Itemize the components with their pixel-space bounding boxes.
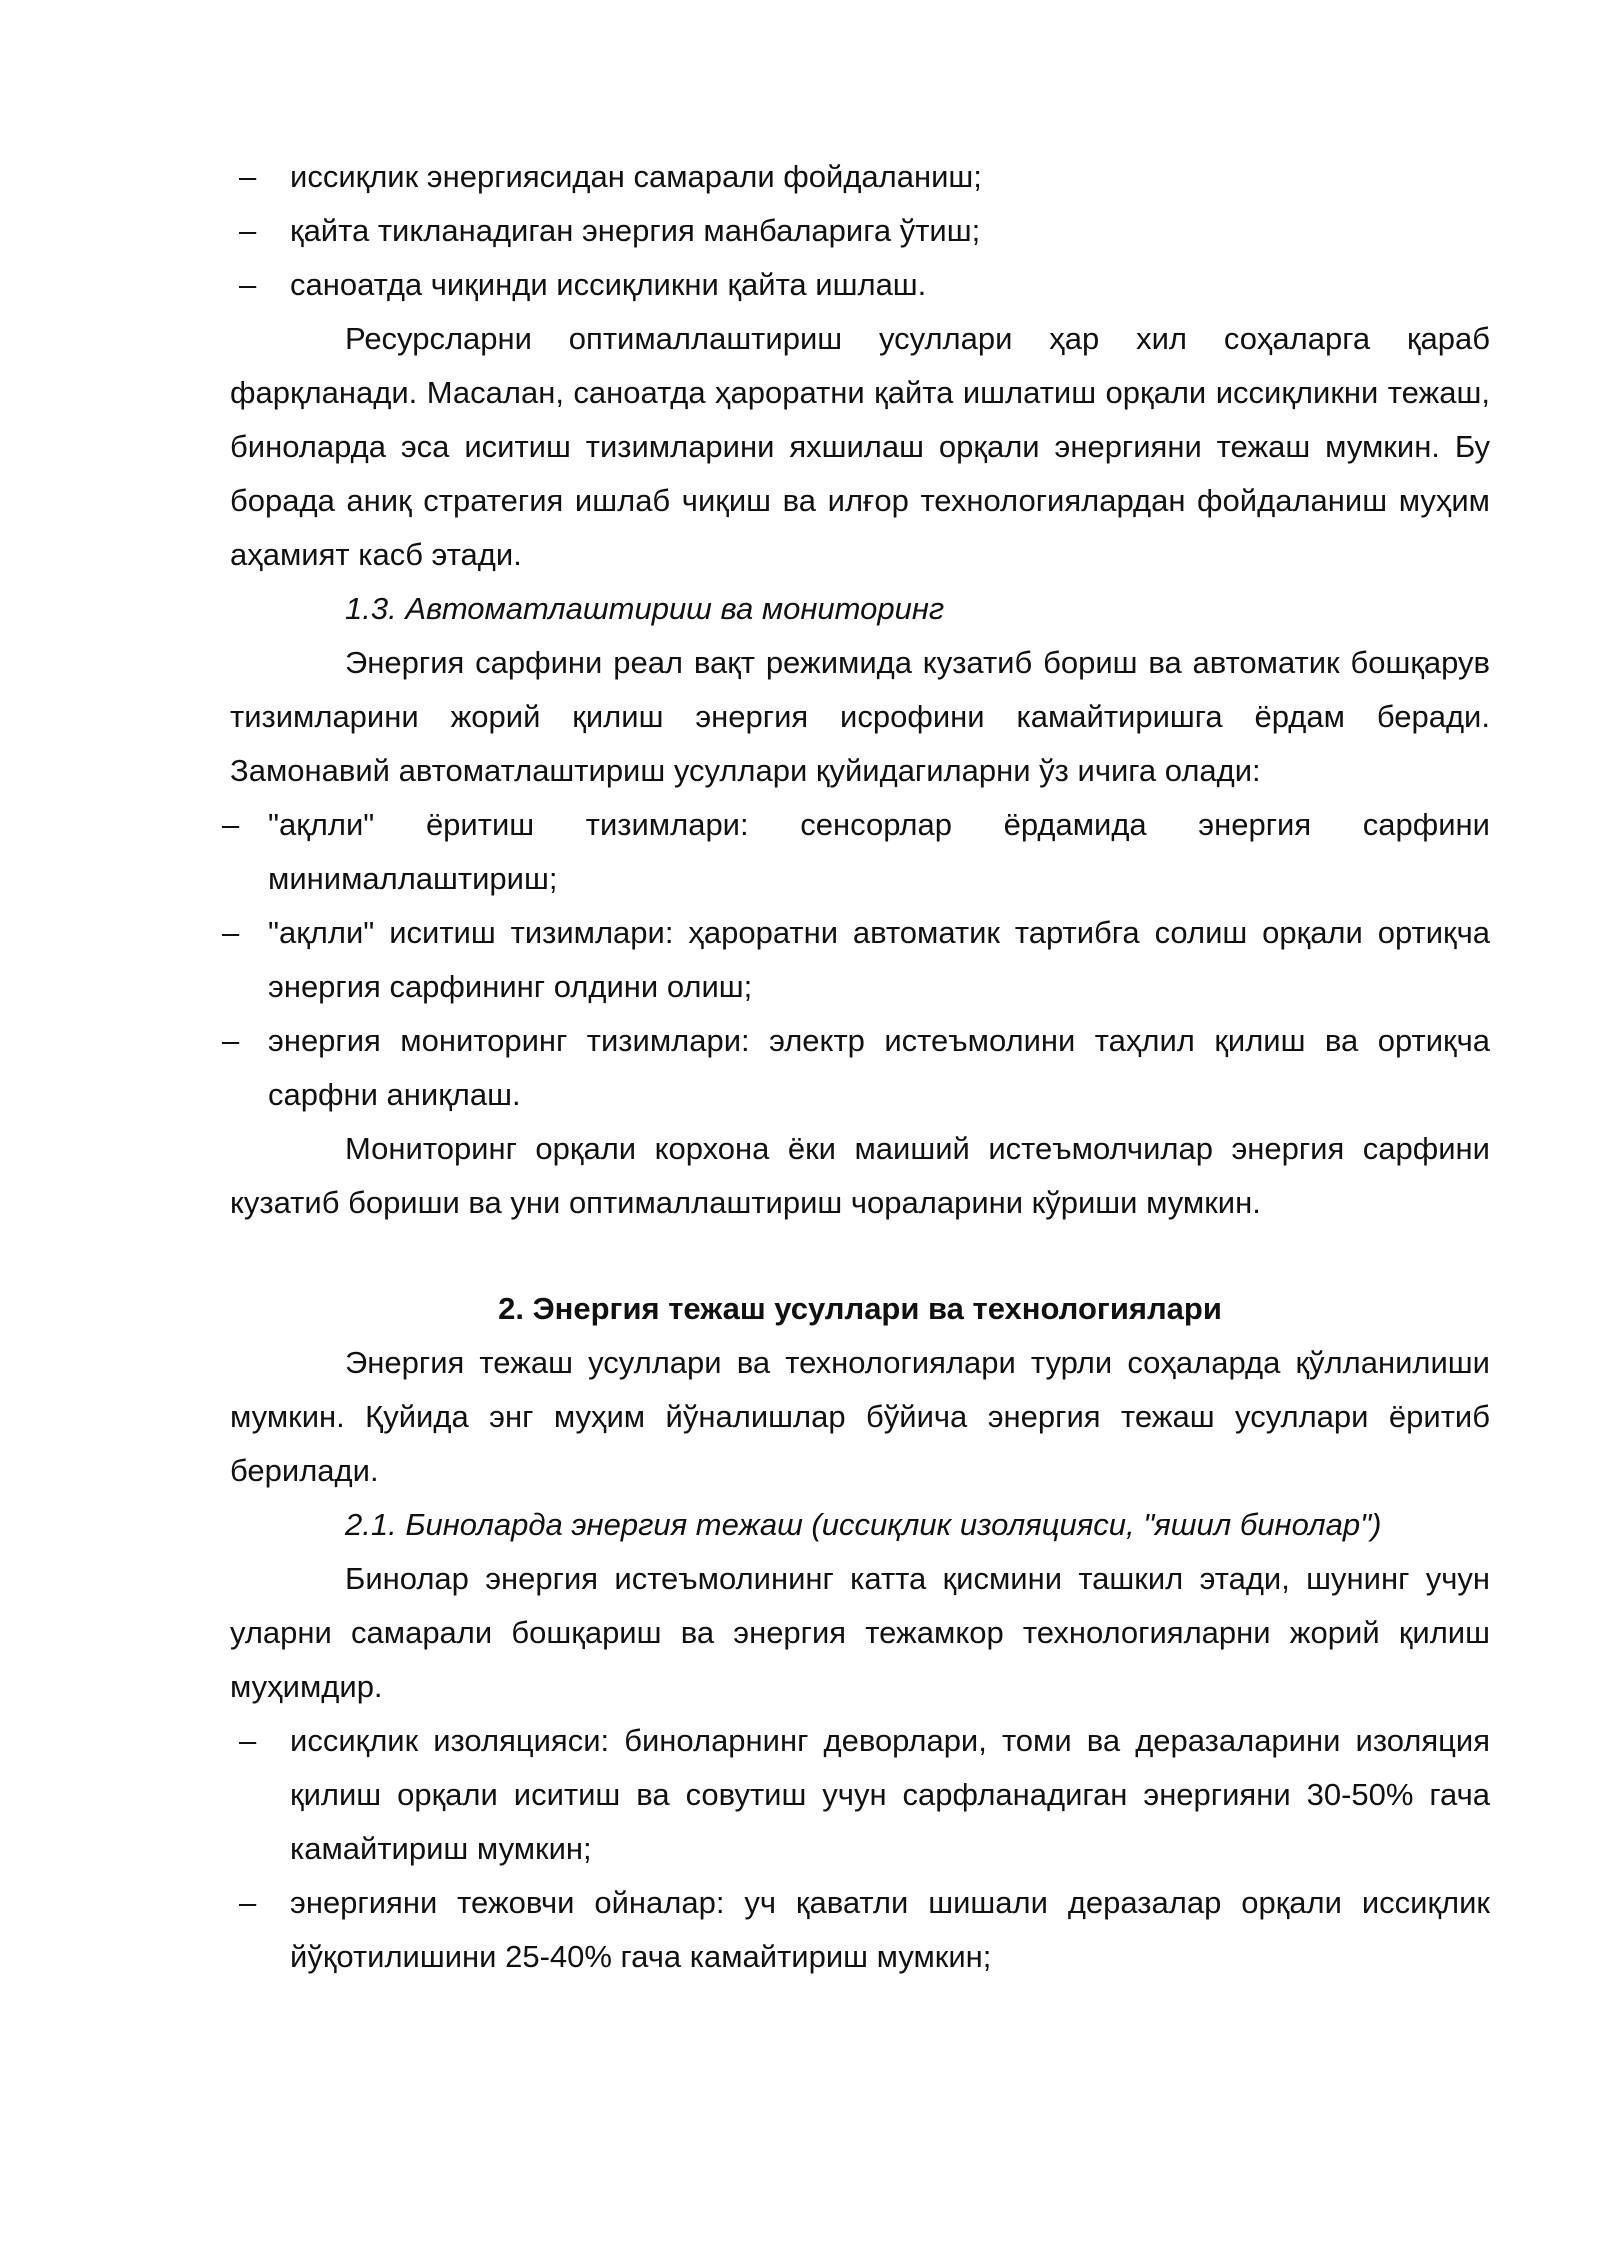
list-smart-systems <box>222 798 1490 1122</box>
dash-bullet: – <box>239 159 257 194</box>
paragraph-monitoring-summary: Мониторинг орқали корхона ёки маиший истеъмолчилар энергия сарфини кузатиб бориши ва уни оптималлаштириш чораларини кўриши мумкин. <box>230 1131 1490 1220</box>
dash-bullet: – <box>239 267 257 302</box>
list-item: – саноатда чиқинди иссиқликни қайта ишлаш. <box>230 258 1490 312</box>
dash-bullet: – <box>239 213 257 248</box>
section-2-title: 2. Энергия тежаш усуллари ва технологиялари <box>498 1291 1222 1326</box>
dash-bullet: – <box>239 1885 257 1920</box>
list-item: – "ақлли" иситиш тизимлари: ҳароратни автоматик тартибга солиш орқали ортиқча энергия сарфининг олдини олиш; <box>230 906 1490 1014</box>
dash-bullet: – <box>222 1023 240 1058</box>
list-item: – қайта тикланадиган энергия манбаларига ўтиш; <box>230 204 1490 258</box>
paragraph-monitoring-intro: Энергия сарфини реал вақт режимида кузатиб бориш ва автоматик бошқарув тизимларини жорий қилиш энергия исрофини камайтиришга ёрдам беради. Замонавий автоматлаштириш усуллари қуйидагиларни ўз ичига олади: <box>230 645 1490 788</box>
list-item: – "ақлли" ёритиш тизимлари: сенсорлар ёрдамида энергия сарфини минималлаштириш; <box>230 798 1490 906</box>
list-item: – иссиқлик изоляцияси: биноларнинг деворлари, томи ва деразаларини изоляция қилиш орқали иситиш ва совутиш учун сарфланадиган энергияни 30-50% гача камайтириш мумкин; <box>230 1714 1490 1876</box>
list-item: – иссиқлик энергиясидан самарали фойдаланиш; <box>230 150 1490 204</box>
document-page <box>222 150 1490 1984</box>
subheading-2-1: 2.1. Биноларда энергия тежаш (иссиқлик изоляцияси, "яшил бинолар") <box>345 1507 1382 1542</box>
paragraph-buildings: Бинолар энергия истеъмолининг катта қисмини ташкил этади, шунинг учун уларни самарали бошқариш ва энергия тежамкор технологияларни жорий қилиш муҳимдир. <box>230 1561 1490 1704</box>
dash-bullet: – <box>222 915 240 950</box>
list-item: – энергияни тежовчи ойналар: уч қаватли шишали деразалар орқали иссиқлик йўқотилишини 25-40% гача камайтириш мумкин; <box>230 1876 1490 1984</box>
list-building-measures <box>230 1714 1490 1984</box>
paragraph-section-2-intro: Энергия тежаш усуллари ва технологиялари турли соҳаларда қўлланилиши мумкин. Қуйида энг муҳим йўналишлар бўйича энергия тежаш усуллари ёритиб берилади. <box>230 1345 1490 1488</box>
list-energy-directions <box>230 150 1490 312</box>
paragraph-resource-optimization: Ресурсларни оптималлаштириш усуллари ҳар хил соҳаларга қараб фарқланади. Масалан, саноатда ҳароратни қайта ишлатиш орқали иссиқликни тежаш, биноларда эса иситиш тизимларини яхшилаш орқали энергияни тежаш мумкин. Бу борада аниқ стратегия ишлаб чиқиш ва илғор технологиялардан фойдаланиш муҳим аҳамият касб этади. <box>230 321 1490 572</box>
list-item: – энергия мониторинг тизимлари: электр истеъмолини таҳлил қилиш ва ортиқча сарфни аниқлаш. <box>230 1014 1490 1122</box>
dash-bullet: – <box>222 807 240 842</box>
subheading-1-3: 1.3. Автоматлаштириш ва мониторинг <box>345 591 945 626</box>
dash-bullet: – <box>239 1723 257 1758</box>
